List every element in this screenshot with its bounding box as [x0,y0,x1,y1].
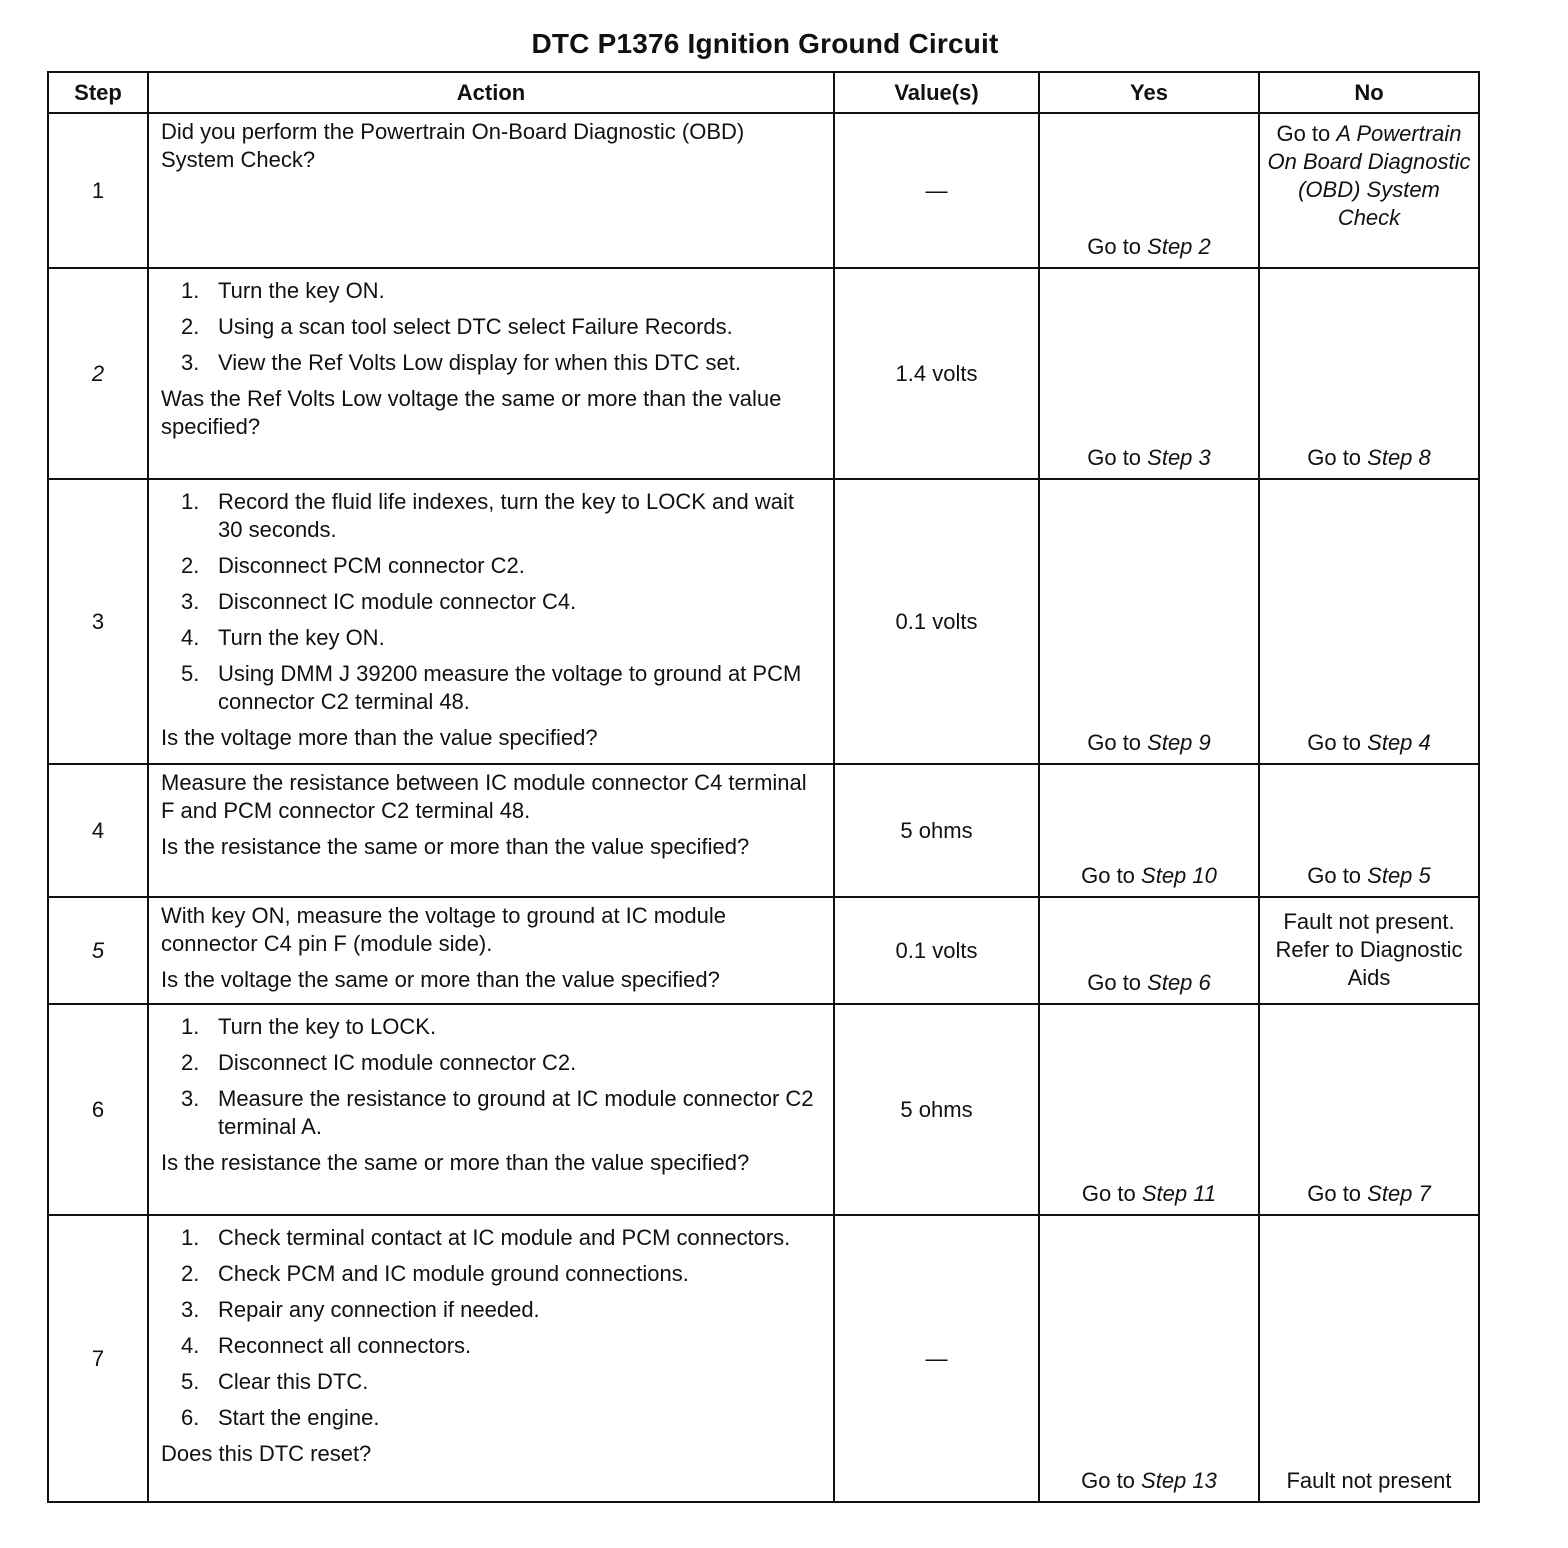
table-row [48,268,1479,479]
goto-step-link: Step 2 [1147,234,1211,259]
list-item: 4. Reconnect all connectors. [181,1333,472,1358]
list-item: 4. Turn the key ON. [181,625,385,650]
list-item: 3. Measure the resistance to ground at IC module connector C2 terminal A. [181,1086,814,1139]
table-row [48,1215,1479,1502]
goto-prefix: Go to [1087,234,1148,259]
header-row [48,72,1479,113]
list-item: 1. Check terminal contact at IC module and PCM connectors. [181,1225,791,1250]
document-title: DTC P1376 Ignition Ground Circuit [531,28,999,59]
step-number: 7 [48,1215,148,1502]
goto-step-link: Step 5 [1367,863,1431,888]
goto-step-link: Step 9 [1147,730,1211,755]
list-item: 6. Start the engine. [181,1405,380,1430]
goto-step-link: Step 10 [1141,863,1217,888]
yes-cell: Go to Step 6 [1039,897,1259,1004]
action-question: Was the Ref Volts Low voltage the same or more than the value specified? [161,386,782,439]
no-cell: Fault not present [1259,1215,1479,1502]
action-cell [148,479,834,764]
list-item: 3. Disconnect IC module connector C4. [181,589,577,614]
action-cell [148,1004,834,1215]
value-cell: 5 ohms [834,764,1039,897]
action-question: Is the voltage more than the value specified? [161,725,598,750]
yes-cell [1039,113,1259,268]
list-item: 5. Using DMM J 39200 measure the voltage to ground at PCM connector C2 terminal 48. [181,661,802,714]
list-item: 5. Clear this DTC. [181,1369,369,1394]
yes-cell: Go to Step 11 [1039,1004,1259,1215]
diagnostic-table [47,71,1480,1503]
header-value: Value(s) [834,72,1039,113]
step-number: 5 [48,897,148,1004]
no-cell: Go to Step 7 [1259,1004,1479,1215]
header-step: Step [48,72,148,113]
action-steps [161,1224,819,1432]
list-item: 2. Disconnect IC module connector C2. [181,1050,577,1075]
step-number: 4 [48,764,148,897]
no-cell: Go to Step 8 [1259,268,1479,479]
table-row [48,764,1479,897]
step-number: 2 [48,268,148,479]
header-no: No [1259,72,1479,113]
goto-step-link: Step 3 [1147,445,1211,470]
step-number: 3 [48,479,148,764]
list-item: 1. Turn the key to LOCK. [181,1014,437,1039]
action-text: Measure the resistance between IC module connector C4 terminal F and PCM connector C2 terminal 48. [161,770,807,823]
action-steps [161,488,819,716]
value-cell: — [834,113,1039,268]
list-item: 3. Repair any connection if needed. [181,1297,540,1322]
value-cell: — [834,1215,1039,1502]
table-row [48,113,1479,268]
action-text: Did you perform the Powertrain On-Board Diagnostic (OBD) System Check? [161,119,745,172]
table-row [48,1004,1479,1215]
list-item: 2. Disconnect PCM connector C2. [181,553,525,578]
list-item: 2. Using a scan tool select DTC select Failure Records. [181,314,733,339]
list-item: 1. Record the fluid life indexes, turn the key to LOCK and wait 30 seconds. [181,489,794,542]
value-cell: 5 ohms [834,1004,1039,1215]
goto-prefix: Go to [1276,121,1337,146]
action-cell [148,764,834,897]
goto-step-link: Step 4 [1367,730,1431,755]
step-number: 6 [48,1004,148,1215]
action-question: Does this DTC reset? [161,1441,372,1466]
action-question: Is the resistance the same or more than the value specified? [161,1150,750,1175]
action-steps [161,1013,819,1141]
header-yes: Yes [1039,72,1259,113]
no-cell [1259,113,1479,268]
step-number: 1 [48,113,148,268]
action-question: Is the resistance the same or more than the value specified? [161,834,750,859]
action-cell [148,268,834,479]
yes-cell: Go to Step 10 [1039,764,1259,897]
no-cell: Fault not present. Refer to Diagnostic Aids [1259,897,1479,1004]
yes-cell: Go to Step 13 [1039,1215,1259,1502]
value-cell: 1.4 volts [834,268,1039,479]
value-cell: 0.1 volts [834,479,1039,764]
yes-cell: Go to Step 9 [1039,479,1259,764]
goto-step-link: A Powertrain On Board Diagnostic (OBD) System Check [1267,121,1471,230]
list-item: 2. Check PCM and IC module ground connections. [181,1261,689,1286]
no-cell: Go to Step 4 [1259,479,1479,764]
goto-step-link: Step 7 [1367,1181,1431,1206]
yes-cell: Go to Step 3 [1039,268,1259,479]
action-cell [148,113,834,268]
action-cell [148,1215,834,1502]
action-question: Is the voltage the same or more than the value specified? [161,967,720,992]
value-cell: 0.1 volts [834,897,1039,1004]
action-steps [161,277,819,377]
goto-step-link: Step 11 [1141,1181,1217,1206]
goto-step-link: Step 13 [1141,1468,1217,1493]
no-cell: Go to Step 5 [1259,764,1479,897]
table-row [48,897,1479,1004]
goto-step-link: Step 6 [1147,970,1211,995]
list-item: 3. View the Ref Volts Low display for when this DTC set. [181,350,741,375]
action-text: With key ON, measure the voltage to ground at IC module connector C4 pin F (module side). [161,903,726,956]
action-cell [148,897,834,1004]
list-item: 1. Turn the key ON. [181,278,385,303]
header-action: Action [148,72,834,113]
goto-step-link: Step 8 [1367,445,1431,470]
table-row [48,479,1479,764]
